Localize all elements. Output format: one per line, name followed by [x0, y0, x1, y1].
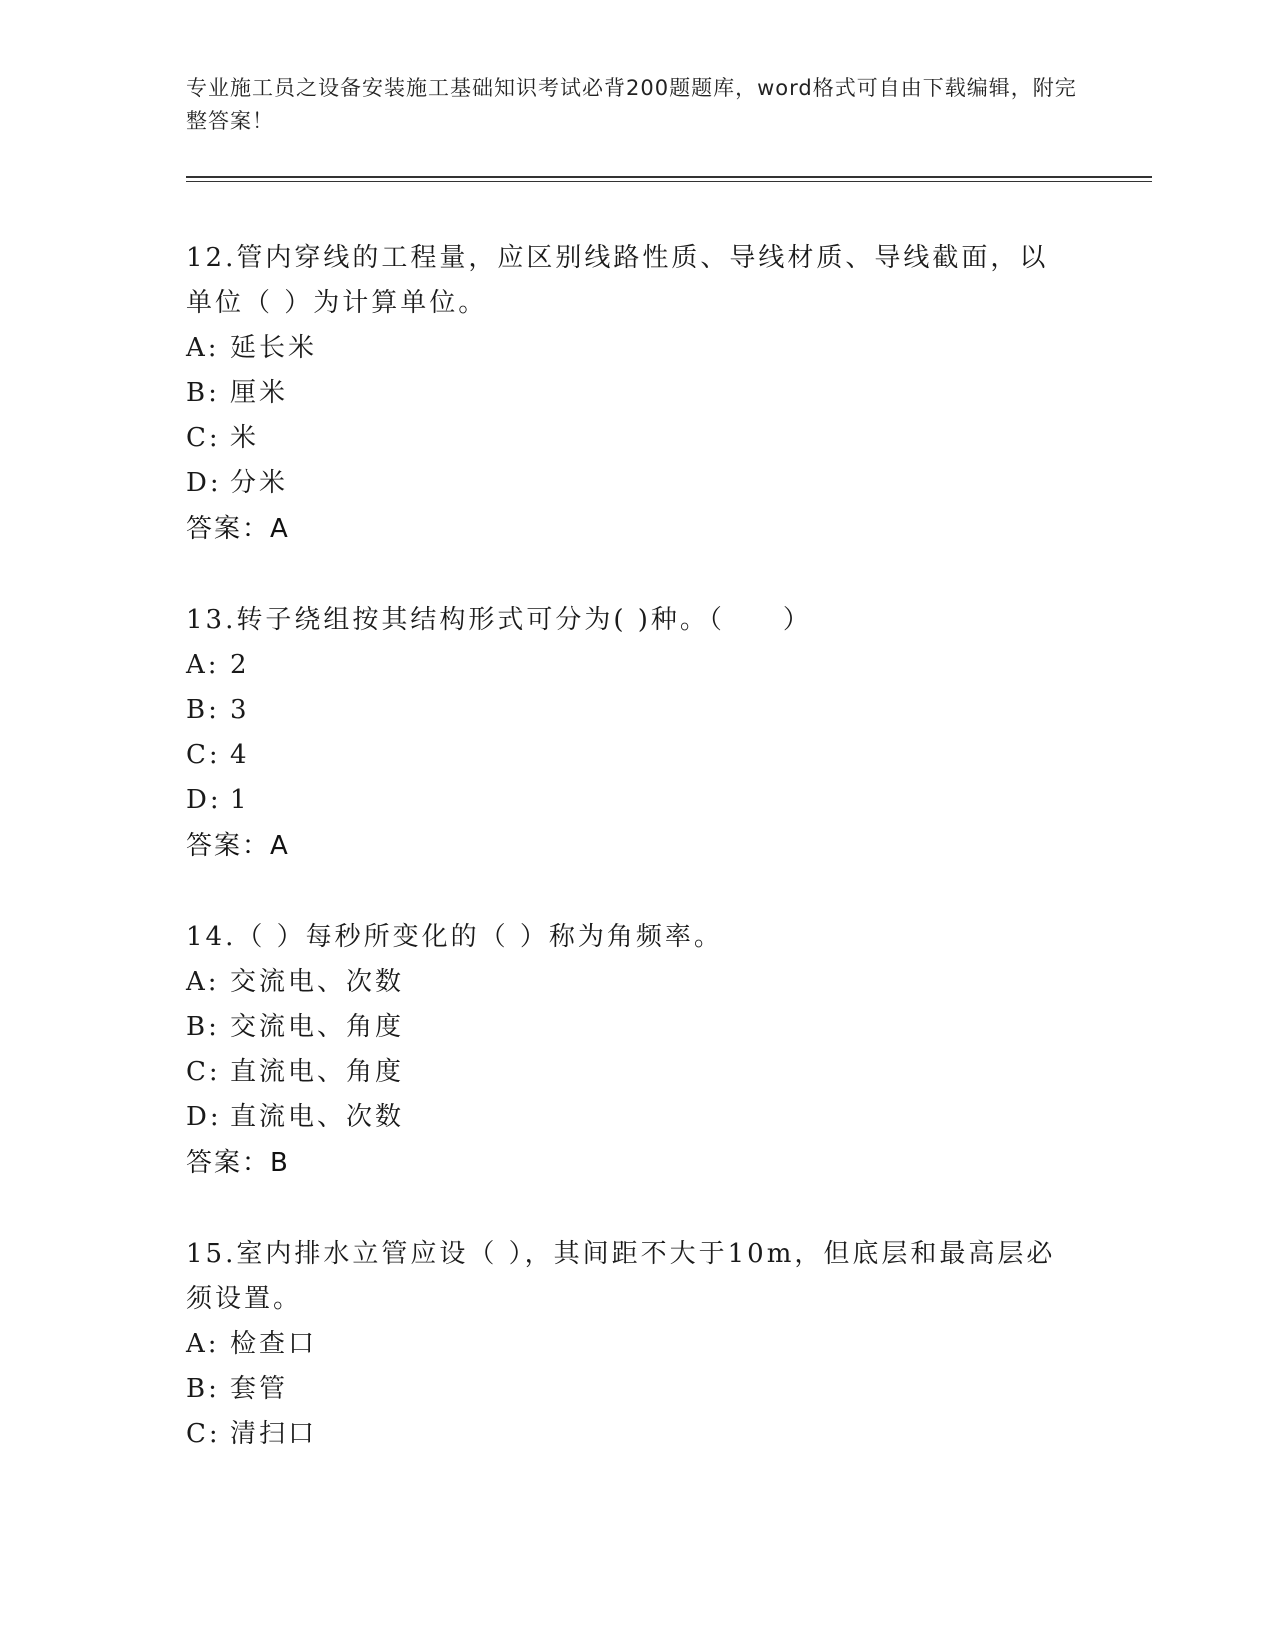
option-letter: A:: [186, 1329, 220, 1359]
option-text: 交流电、次数: [230, 967, 405, 997]
option-text: 1: [230, 785, 250, 815]
option-text: 4: [230, 740, 250, 770]
option-a: [186, 326, 1086, 371]
option-letter: C:: [186, 740, 221, 770]
answer-line: 答案：A: [186, 831, 290, 861]
option-d: [186, 778, 1086, 823]
option-letter: C:: [186, 1057, 221, 1087]
question-14: [186, 915, 1086, 1186]
question-stem: 12.管内穿线的工程量，应区别线路性质、导线材质、导线截面，以单位（ ）为计算单位。: [186, 243, 1049, 318]
option-letter: C:: [186, 1419, 221, 1449]
option-c: [186, 416, 1086, 461]
option-text: 2: [230, 650, 250, 680]
answer-line: 答案：A: [186, 514, 290, 544]
header-divider-thin: [186, 181, 1152, 182]
option-d: [186, 461, 1086, 506]
question-stem: 14.（ ）每秒所变化的（ ）称为角频率。: [186, 922, 723, 952]
question-list: [186, 236, 1086, 1503]
option-text: 米: [230, 423, 260, 453]
question-12: [186, 236, 1086, 552]
option-text: 交流电、角度: [230, 1012, 405, 1042]
option-a: [186, 960, 1086, 1005]
option-letter: A:: [186, 650, 220, 680]
question-13: [186, 598, 1086, 869]
answer-line: 答案：B: [186, 1148, 290, 1178]
header-divider-thick: [186, 176, 1152, 178]
question-15: [186, 1232, 1086, 1457]
option-a: [186, 643, 1086, 688]
option-letter: D:: [186, 785, 222, 815]
option-c: [186, 1412, 1086, 1457]
option-letter: B:: [186, 378, 220, 408]
option-letter: A:: [186, 333, 220, 363]
option-c: [186, 1050, 1086, 1095]
question-stem: 13.转子绕组按其结构形式可分为( )种。（ ）: [186, 605, 812, 635]
option-b: [186, 1005, 1086, 1050]
option-d: [186, 1095, 1086, 1140]
option-text: 直流电、角度: [230, 1057, 405, 1087]
option-c: [186, 733, 1086, 778]
option-letter: D:: [186, 1102, 222, 1132]
option-b: [186, 688, 1086, 733]
option-text: 分米: [230, 468, 289, 498]
option-text: 清扫口: [230, 1419, 318, 1449]
option-letter: B:: [186, 1012, 220, 1042]
option-letter: D:: [186, 468, 222, 498]
option-b: [186, 371, 1086, 416]
option-letter: C:: [186, 423, 221, 453]
option-a: [186, 1322, 1086, 1367]
document-header-title: 专业施工员之设备安装施工基础知识考试必背200题题库，word格式可自由下载编辑，附完整答案！: [186, 76, 1077, 133]
option-letter: B:: [186, 695, 220, 725]
option-text: 套管: [230, 1374, 289, 1404]
question-stem: 15.室内排水立管应设（ ），其间距不大于10m，但底层和最高层必须设置。: [186, 1239, 1056, 1314]
option-text: 厘米: [230, 378, 289, 408]
option-letter: B:: [186, 1374, 220, 1404]
option-letter: A:: [186, 967, 220, 997]
option-text: 延长米: [230, 333, 318, 363]
option-text: 3: [230, 695, 250, 725]
option-text: 检查口: [230, 1329, 318, 1359]
option-text: 直流电、次数: [230, 1102, 405, 1132]
option-b: [186, 1367, 1086, 1412]
